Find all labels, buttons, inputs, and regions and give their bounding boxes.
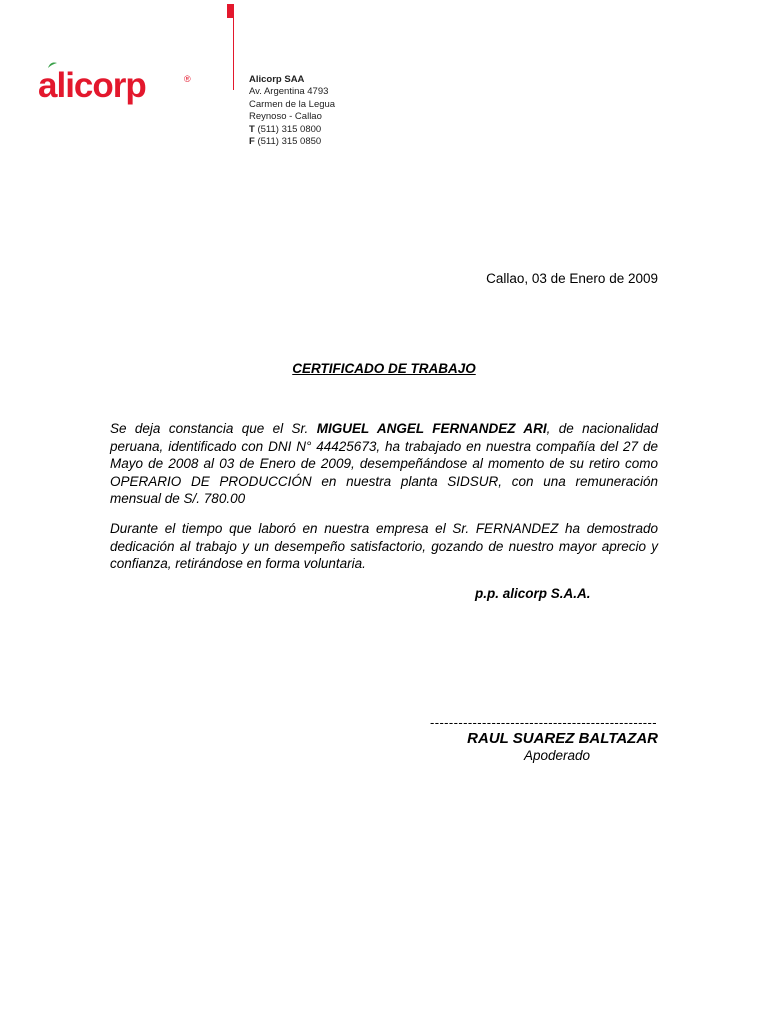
address-line: Carmen de la Legua bbox=[249, 98, 336, 110]
address-line: Reynoso - Callao bbox=[249, 111, 322, 123]
phone-label: T bbox=[249, 123, 255, 135]
company-name: Alicorp SAA bbox=[249, 74, 305, 85]
on-behalf-of: p.p. alicorp S.A.A. bbox=[475, 586, 591, 601]
letter-date: Callao, 03 de Enero de 2009 bbox=[486, 271, 658, 286]
employee-name: MIGUEL ANGEL FERNANDEZ ARI bbox=[316, 421, 547, 436]
document-title: CERTIFICADO DE TRABAJO bbox=[292, 361, 476, 376]
company-logo bbox=[38, 60, 198, 110]
signatory-name: RAUL SUAREZ BALTAZAR bbox=[467, 730, 658, 747]
signature-line: ------------------------------------------------ bbox=[430, 715, 657, 730]
signatory-role: Apoderado bbox=[523, 748, 591, 763]
p1-intro: Se deja constancia que el Sr. bbox=[110, 421, 317, 436]
registered-mark: ® bbox=[184, 74, 191, 84]
fax-line bbox=[249, 136, 335, 148]
header-divider bbox=[233, 4, 234, 90]
address-line: Av. Argentina 4793 bbox=[249, 86, 329, 98]
paragraph-performance: Durante el tiempo que laboró en nuestra empresa el Sr. FERNANDEZ ha demostrado dedicación al trabajo y un desempeño satisfactorio, gozando de nuestro mayor aprecio y confianza, retirándose en forma voluntaria. bbox=[110, 521, 658, 571]
company-info bbox=[249, 74, 335, 148]
fax-number: (511) 315 0850 bbox=[257, 136, 322, 148]
p1-details: , de nacionalidad peruana, identificado con DNI N° 44425673, ha trabajado en nuestra compañía del 27 de Mayo de 2008 al 03 de Enero de 2009, desempeñándose al momento de su retiro como OPERARIO DE PRODUCCIÓN en nuestra planta SIDSUR, con una remuneración mensual de S/. 780.00 bbox=[110, 421, 658, 506]
paragraph-certification bbox=[110, 420, 658, 508]
logo-wordmark: alicorp bbox=[38, 66, 146, 105]
phone-line bbox=[249, 124, 335, 136]
phone-number: (511) 315 0800 bbox=[257, 123, 322, 135]
fax-label: F bbox=[249, 136, 255, 148]
